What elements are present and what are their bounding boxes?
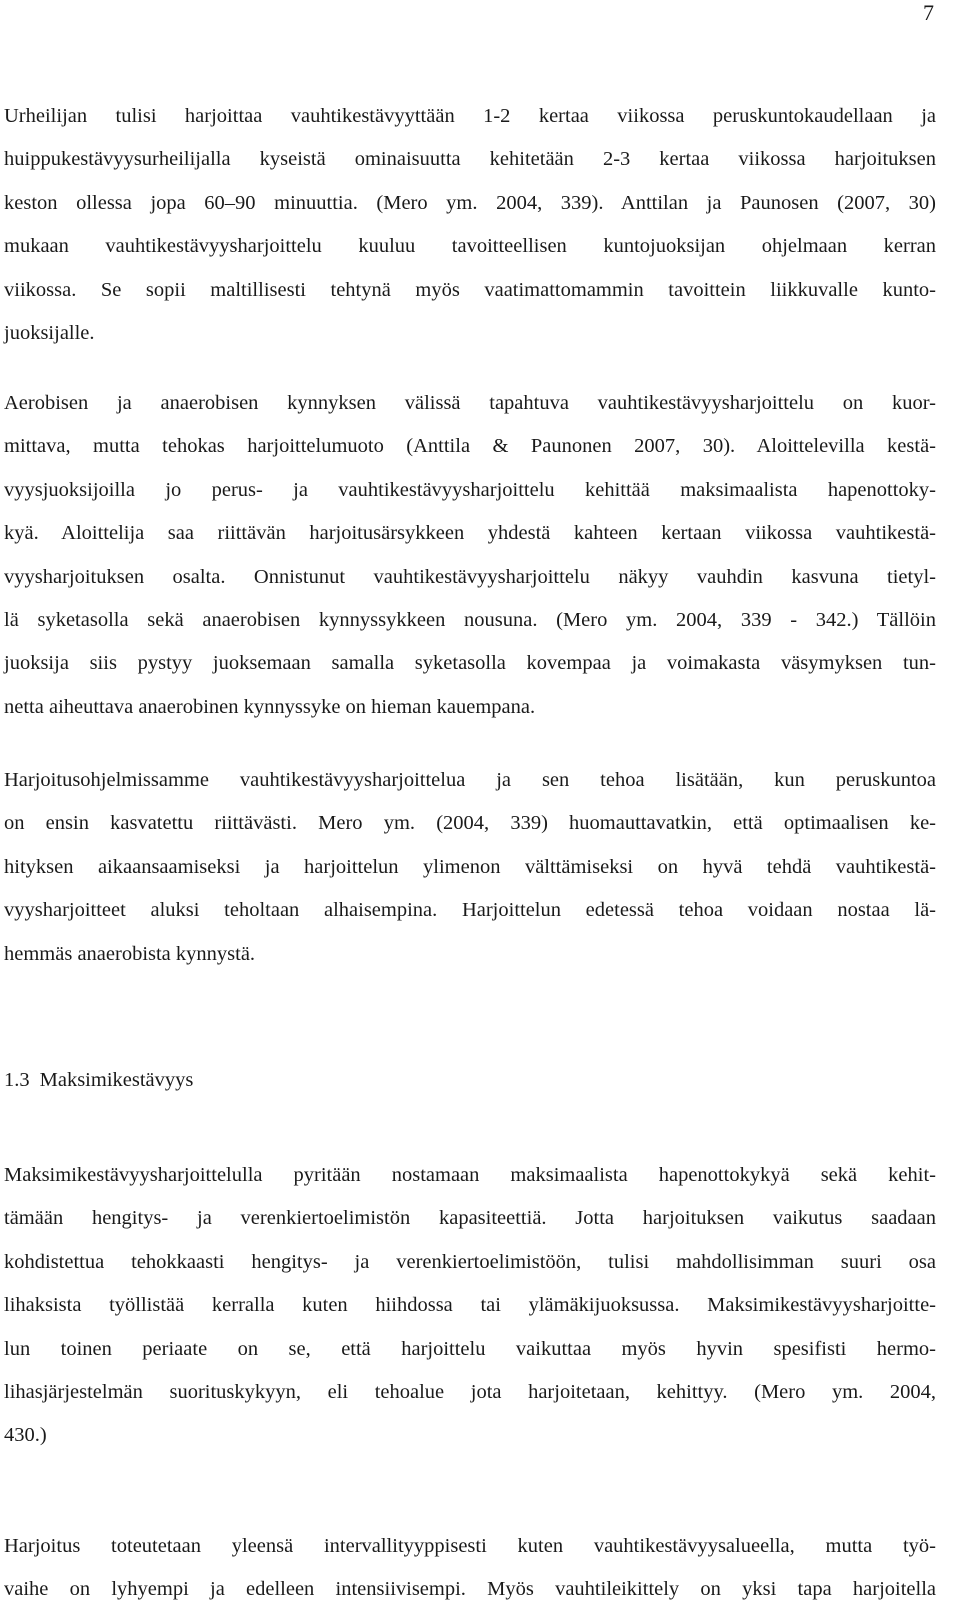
text-line: keston ollessa jopa 60–90 minuuttia. (Mero ym. 2004, 339). Anttilan ja Paunosen (2007, 30) [4,191,936,214]
text-line: Harjoitusohjelmissamme vauhtikestävyysharjoittelua ja sen tehoa lisätään, kun peruskuntoa [4,769,936,791]
text-line: vyysharjoituksen osalta. Onnistunut vauhtikestävyysharjoittelu näkyy vauhdin kasvuna tietyl- [4,565,936,588]
text-line: lä syketasolla sekä anaerobisen kynnyssykkeen nousuna. (Mero ym. 2004, 339 - 342.) Tällöin [4,609,936,632]
paragraph-2 [4,382,936,729]
text-line: vyysjuoksijoilla jo perus- ja vauhtikestävyysharjoittelu kehittää maksimaalista hapenottoky- [4,478,936,501]
section-number: 1.3 [4,1069,30,1091]
text-line: kohdistettua tehokkaasti hengitys- ja verenkiertoelimistöön, tulisi mahdollisimman suuri osa [4,1250,936,1273]
text-line: huippukestävyysurheilijalla kyseistä ominaisuutta kehitetään 2-3 kertaa viikossa harjoituksen [4,148,936,171]
section-heading [4,1064,193,1096]
text-line: Harjoitus toteutetaan yleensä intervallityyppisesti kuten vauhtikestävyysalueella, mutta työ- [4,1535,936,1557]
text-line: 430.) [4,1424,47,1447]
text-line: lihaksista työllistää kerralla kuten hiihdossa tai ylämäkijuoksussa. Maksimikestävyysharjoitte- [4,1294,936,1317]
text-line: hemmäs anaerobista kynnystä. [4,942,256,965]
page-number: 7 [923,0,934,25]
paragraph-1 [4,95,936,355]
paragraph-5 [4,1525,936,1612]
text-line: on ensin kasvatettu riittävästi. Mero ym. (2004, 339) huomauttavatkin, että optimaalisen ke- [4,812,936,835]
text-line: Urheilijan tulisi harjoittaa vauhtikestävyyttään 1-2 kertaa viikossa peruskuntokaudellaan ja [4,105,936,127]
text-line: lun toinen periaate on se, että harjoittelu vaikuttaa myös hyvin spesifisti hermo- [4,1337,936,1360]
text-line: Aerobisen ja anaerobisen kynnyksen välissä tapahtuva vauhtikestävyysharjoittelu on kuor- [4,392,936,414]
text-line: mittava, mutta tehokas harjoittelumuoto (Anttila & Paunonen 2007, 30). Aloittelevilla kestä- [4,435,936,458]
text-line: mukaan vauhtikestävyysharjoittelu kuuluu tavoitteellisen kuntojuoksijan ohjelmaan kerran [4,235,936,258]
text-line: Maksimikestävyysharjoittelulla pyritään nostamaan maksimaalista hapenottokykyä sekä kehit- [4,1164,936,1186]
text-line: kyä. Aloittelija saa riittävän harjoitusärsykkeen yhdestä kahteen kertaan viikossa vauhtikestä- [4,522,936,545]
text-line: juoksija siis pystyy juoksemaan samalla syketasolla kovempaa ja voimakasta väsymyksen tun- [4,652,936,675]
text-line: netta aiheuttava anaerobinen kynnyssyke on hieman kauempana. [4,695,536,718]
text-line: viikossa. Se sopii maltillisesti tehtynä myös vaatimattomammin tavoittein liikkuvalle kunto- [4,278,936,301]
text-line: lihasjärjestelmän suorituskykyyn, eli tehoalue jota harjoitetaan, kehittyy. (Mero ym. 2004, [4,1381,936,1404]
paragraph-3 [4,759,936,976]
text-line: hityksen aikaansaamiseksi ja harjoittelun ylimenon välttämiseksi on hyvä tehdä vauhtikestä- [4,855,936,878]
text-line: vyysharjoitteet aluksi teholtaan alhaisempina. Harjoittelun edetessä tehoa voidaan nostaa lä- [4,899,936,922]
text-line: juoksijalle. [4,322,95,345]
text-line: tämään hengitys- ja verenkiertoelimistön kapasiteettiä. Jotta harjoituksen vaikutus saadaan [4,1207,936,1230]
section-title: Maksimikestävyys [39,1069,194,1091]
text-line: vaihe on lyhyempi ja edelleen intensiivisempi. Myös vauhtileikittely on yksi tapa harjoitella [4,1578,936,1601]
paragraph-4 [4,1154,936,1458]
